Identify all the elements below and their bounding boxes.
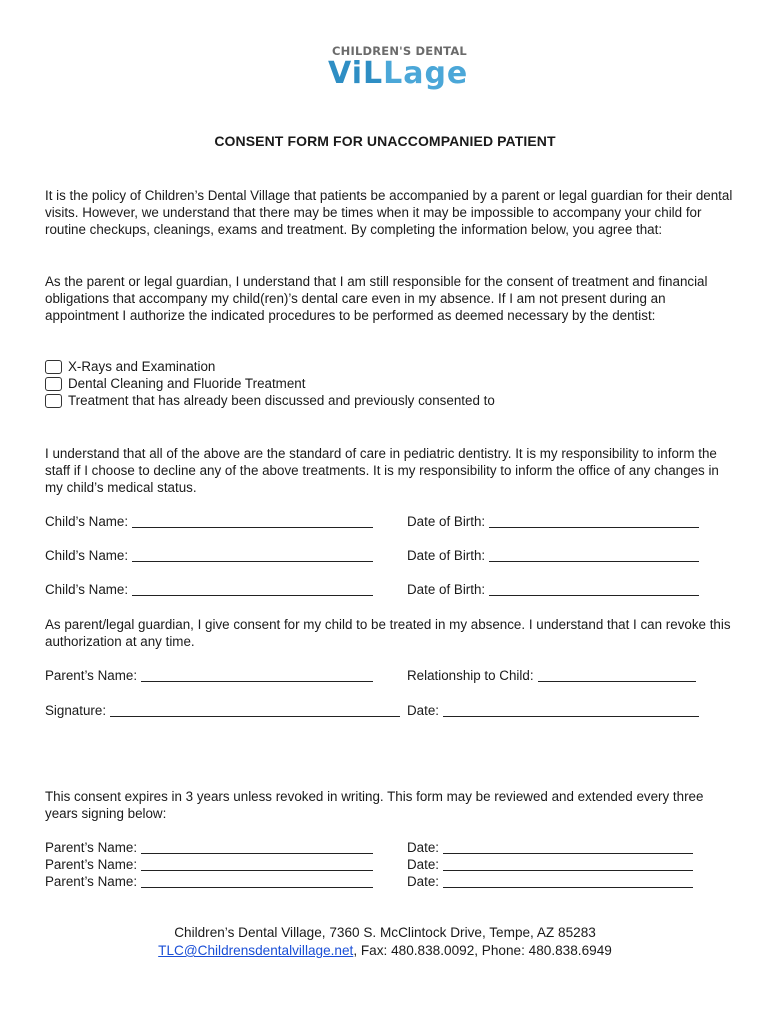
- checkbox-row-xrays[interactable]: [45, 358, 215, 375]
- checkbox-label-xrays: X-Rays and Examination: [68, 359, 216, 374]
- relationship-label: Relationship to Child:: [407, 668, 534, 683]
- footer-address: Children’s Dental Village, 7360 S. McClintock Drive, Tempe, AZ 85283: [174, 925, 596, 940]
- renewal-date-field-2[interactable]: [407, 856, 693, 873]
- renewal-parent-name-field-1[interactable]: [45, 839, 373, 856]
- checkbox-xrays[interactable]: [45, 360, 62, 374]
- child-name-field-3[interactable]: [45, 581, 373, 598]
- date-label: Date:: [407, 703, 440, 718]
- date-label: Date:: [407, 857, 440, 872]
- checkbox-treatment[interactable]: [45, 394, 62, 408]
- signature-label: Signature:: [45, 703, 107, 718]
- parent-name-line[interactable]: [141, 857, 373, 871]
- child-name-field-1[interactable]: [45, 513, 373, 530]
- parent-name-line[interactable]: [141, 668, 373, 682]
- dob-label: Date of Birth:: [407, 514, 486, 529]
- parent-name-line[interactable]: [141, 840, 373, 854]
- policy-paragraph: It is the policy of Children’s Dental Village that patients be accompanied by a parent or legal guardian for their dental visits. However, we understand that there may be times when it may be impossible to accompany your child for routine checkups, cleanings, exams and treatment. By completing the information below, you agree that:: [45, 188, 733, 237]
- date-field[interactable]: [407, 702, 699, 719]
- dob-label: Date of Birth:: [407, 582, 486, 597]
- renewal-date-field-1[interactable]: [407, 839, 693, 856]
- renewal-parent-name-field-3[interactable]: [45, 873, 373, 890]
- dob-line[interactable]: [489, 582, 699, 596]
- footer-contact: [0, 942, 770, 960]
- checkbox-label-cleaning: Dental Cleaning and Fluoride Treatment: [68, 376, 306, 391]
- child-name-label: Child’s Name:: [45, 514, 129, 529]
- relationship-field[interactable]: [407, 667, 696, 684]
- responsibility-paragraph: As the parent or legal guardian, I understand that I am still responsible for the consent of treatment and financial obligations that accompany my child(ren)’s dental care even in my absence. If I am not present during an appointment I authorize the indicated procedures to be performed as deemed necessary by the dentist:: [45, 274, 708, 323]
- expiration-paragraph: This consent expires in 3 years unless revoked in writing. This form may be reviewed and extended every three years signing below:: [45, 789, 704, 821]
- logo-main-part-2: Lage: [383, 56, 469, 91]
- footer-fax-phone: , Fax: 480.838.0092, Phone: 480.838.6949: [353, 943, 612, 958]
- date-line[interactable]: [443, 840, 693, 854]
- child-name-field-2[interactable]: [45, 547, 373, 564]
- child-name-label: Child’s Name:: [45, 582, 129, 597]
- parent-name-label: Parent’s Name:: [45, 857, 138, 872]
- footer-email-link[interactable]: TLC@Childrensdentalvillage.net: [158, 943, 354, 958]
- dob-label: Date of Birth:: [407, 548, 486, 563]
- child-name-line[interactable]: [132, 514, 373, 528]
- dob-field-2[interactable]: [407, 547, 699, 564]
- parent-name-field[interactable]: [45, 667, 373, 684]
- dob-field-1[interactable]: [407, 513, 699, 530]
- form-title: CONSENT FORM FOR UNACCOMPANIED PATIENT: [214, 133, 556, 149]
- checkbox-cleaning[interactable]: [45, 377, 62, 391]
- child-name-label: Child’s Name:: [45, 548, 129, 563]
- signature-field[interactable]: [45, 702, 400, 719]
- parent-name-label: Parent’s Name:: [45, 874, 138, 889]
- date-line[interactable]: [443, 874, 693, 888]
- logo-main-part-1: ViL: [328, 56, 384, 91]
- signature-line[interactable]: [110, 703, 400, 717]
- renewal-parent-name-field-2[interactable]: [45, 856, 373, 873]
- parent-name-label: Parent’s Name:: [45, 668, 138, 683]
- standard-of-care-paragraph: I understand that all of the above are the standard of care in pediatric dentistry. It is my responsibility to inform the staff if I choose to decline any of the above treatments. It is my responsibility to inform the office of any changes in my child’s medical status.: [45, 446, 719, 495]
- date-label: Date:: [407, 840, 440, 855]
- parent-name-label: Parent’s Name:: [45, 840, 138, 855]
- logo-main-text: [328, 56, 468, 91]
- checkbox-row-cleaning[interactable]: [45, 375, 305, 392]
- date-line[interactable]: [443, 703, 699, 717]
- parent-name-line[interactable]: [141, 874, 373, 888]
- logo-top-text: CHILDREN'S DENTAL: [332, 44, 467, 58]
- relationship-line[interactable]: [538, 668, 696, 682]
- checkbox-label-treatment: Treatment that has already been discussed and previously consented to: [68, 393, 495, 408]
- dob-line[interactable]: [489, 514, 699, 528]
- renewal-date-field-3[interactable]: [407, 873, 693, 890]
- child-name-line[interactable]: [132, 548, 373, 562]
- dob-line[interactable]: [489, 548, 699, 562]
- date-label: Date:: [407, 874, 440, 889]
- childrens-dental-village-logo: [328, 44, 469, 100]
- dob-field-3[interactable]: [407, 581, 699, 598]
- consent-paragraph: As parent/legal guardian, I give consent for my child to be treated in my absence. I understand that I can revoke this authorization at any time.: [45, 617, 731, 649]
- date-line[interactable]: [443, 857, 693, 871]
- checkbox-row-treatment[interactable]: [45, 392, 495, 409]
- child-name-line[interactable]: [132, 582, 373, 596]
